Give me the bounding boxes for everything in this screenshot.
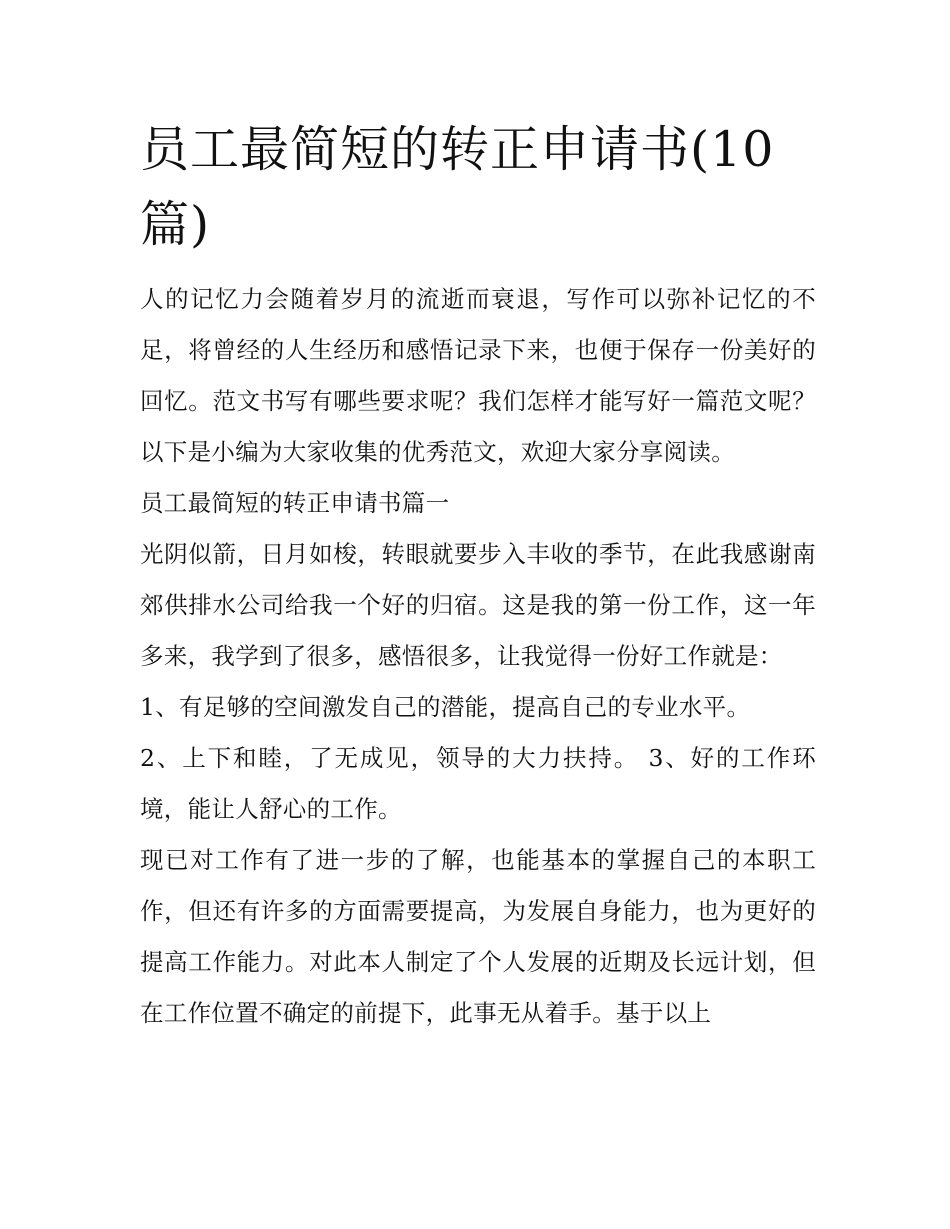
document-page <box>140 112 816 1039</box>
body-paragraph: 现已对工作有了进一步的了解，也能基本的掌握自己的本职工作，但还有许多的方面需要提高，为发展自身能力，也为更好的提高工作能力。对此本人制定了个人发展的近期及长远计划，但在工作位置不确定的前提下，此事无从着手。基于以上 <box>140 846 816 1027</box>
section-heading: 员工最简短的转正申请书篇一 <box>140 489 450 517</box>
list-item: 2、上下和睦，了无成见，领导的大力扶持。 3、好的工作环境，能让人舒心的工作。 <box>140 744 816 823</box>
body-paragraph: 光阴似箭，日月如梭，转眼就要步入丰收的季节，在此我感谢南郊供排水公司给我一个好的归宿。这是我的第一份工作，这一年多来，我学到了很多，感悟很多，让我觉得一份好工作就是： <box>140 540 816 670</box>
document-title: 员工最简短的转正申请书(10篇) <box>140 121 775 253</box>
list-item: 1、有足够的空间激发自己的潜能，提高自己的专业水平。 <box>140 693 751 721</box>
intro-paragraph: 人的记忆力会随着岁月的流逝而衰退，写作可以弥补记忆的不足，将曾经的人生经历和感悟记录下来，也便于保存一份美好的回忆。范文书写有哪些要求呢？我们怎样才能写好一篇范文呢？以下是小编为大家收集的优秀范文，欢迎大家分享阅读。 <box>140 285 816 466</box>
